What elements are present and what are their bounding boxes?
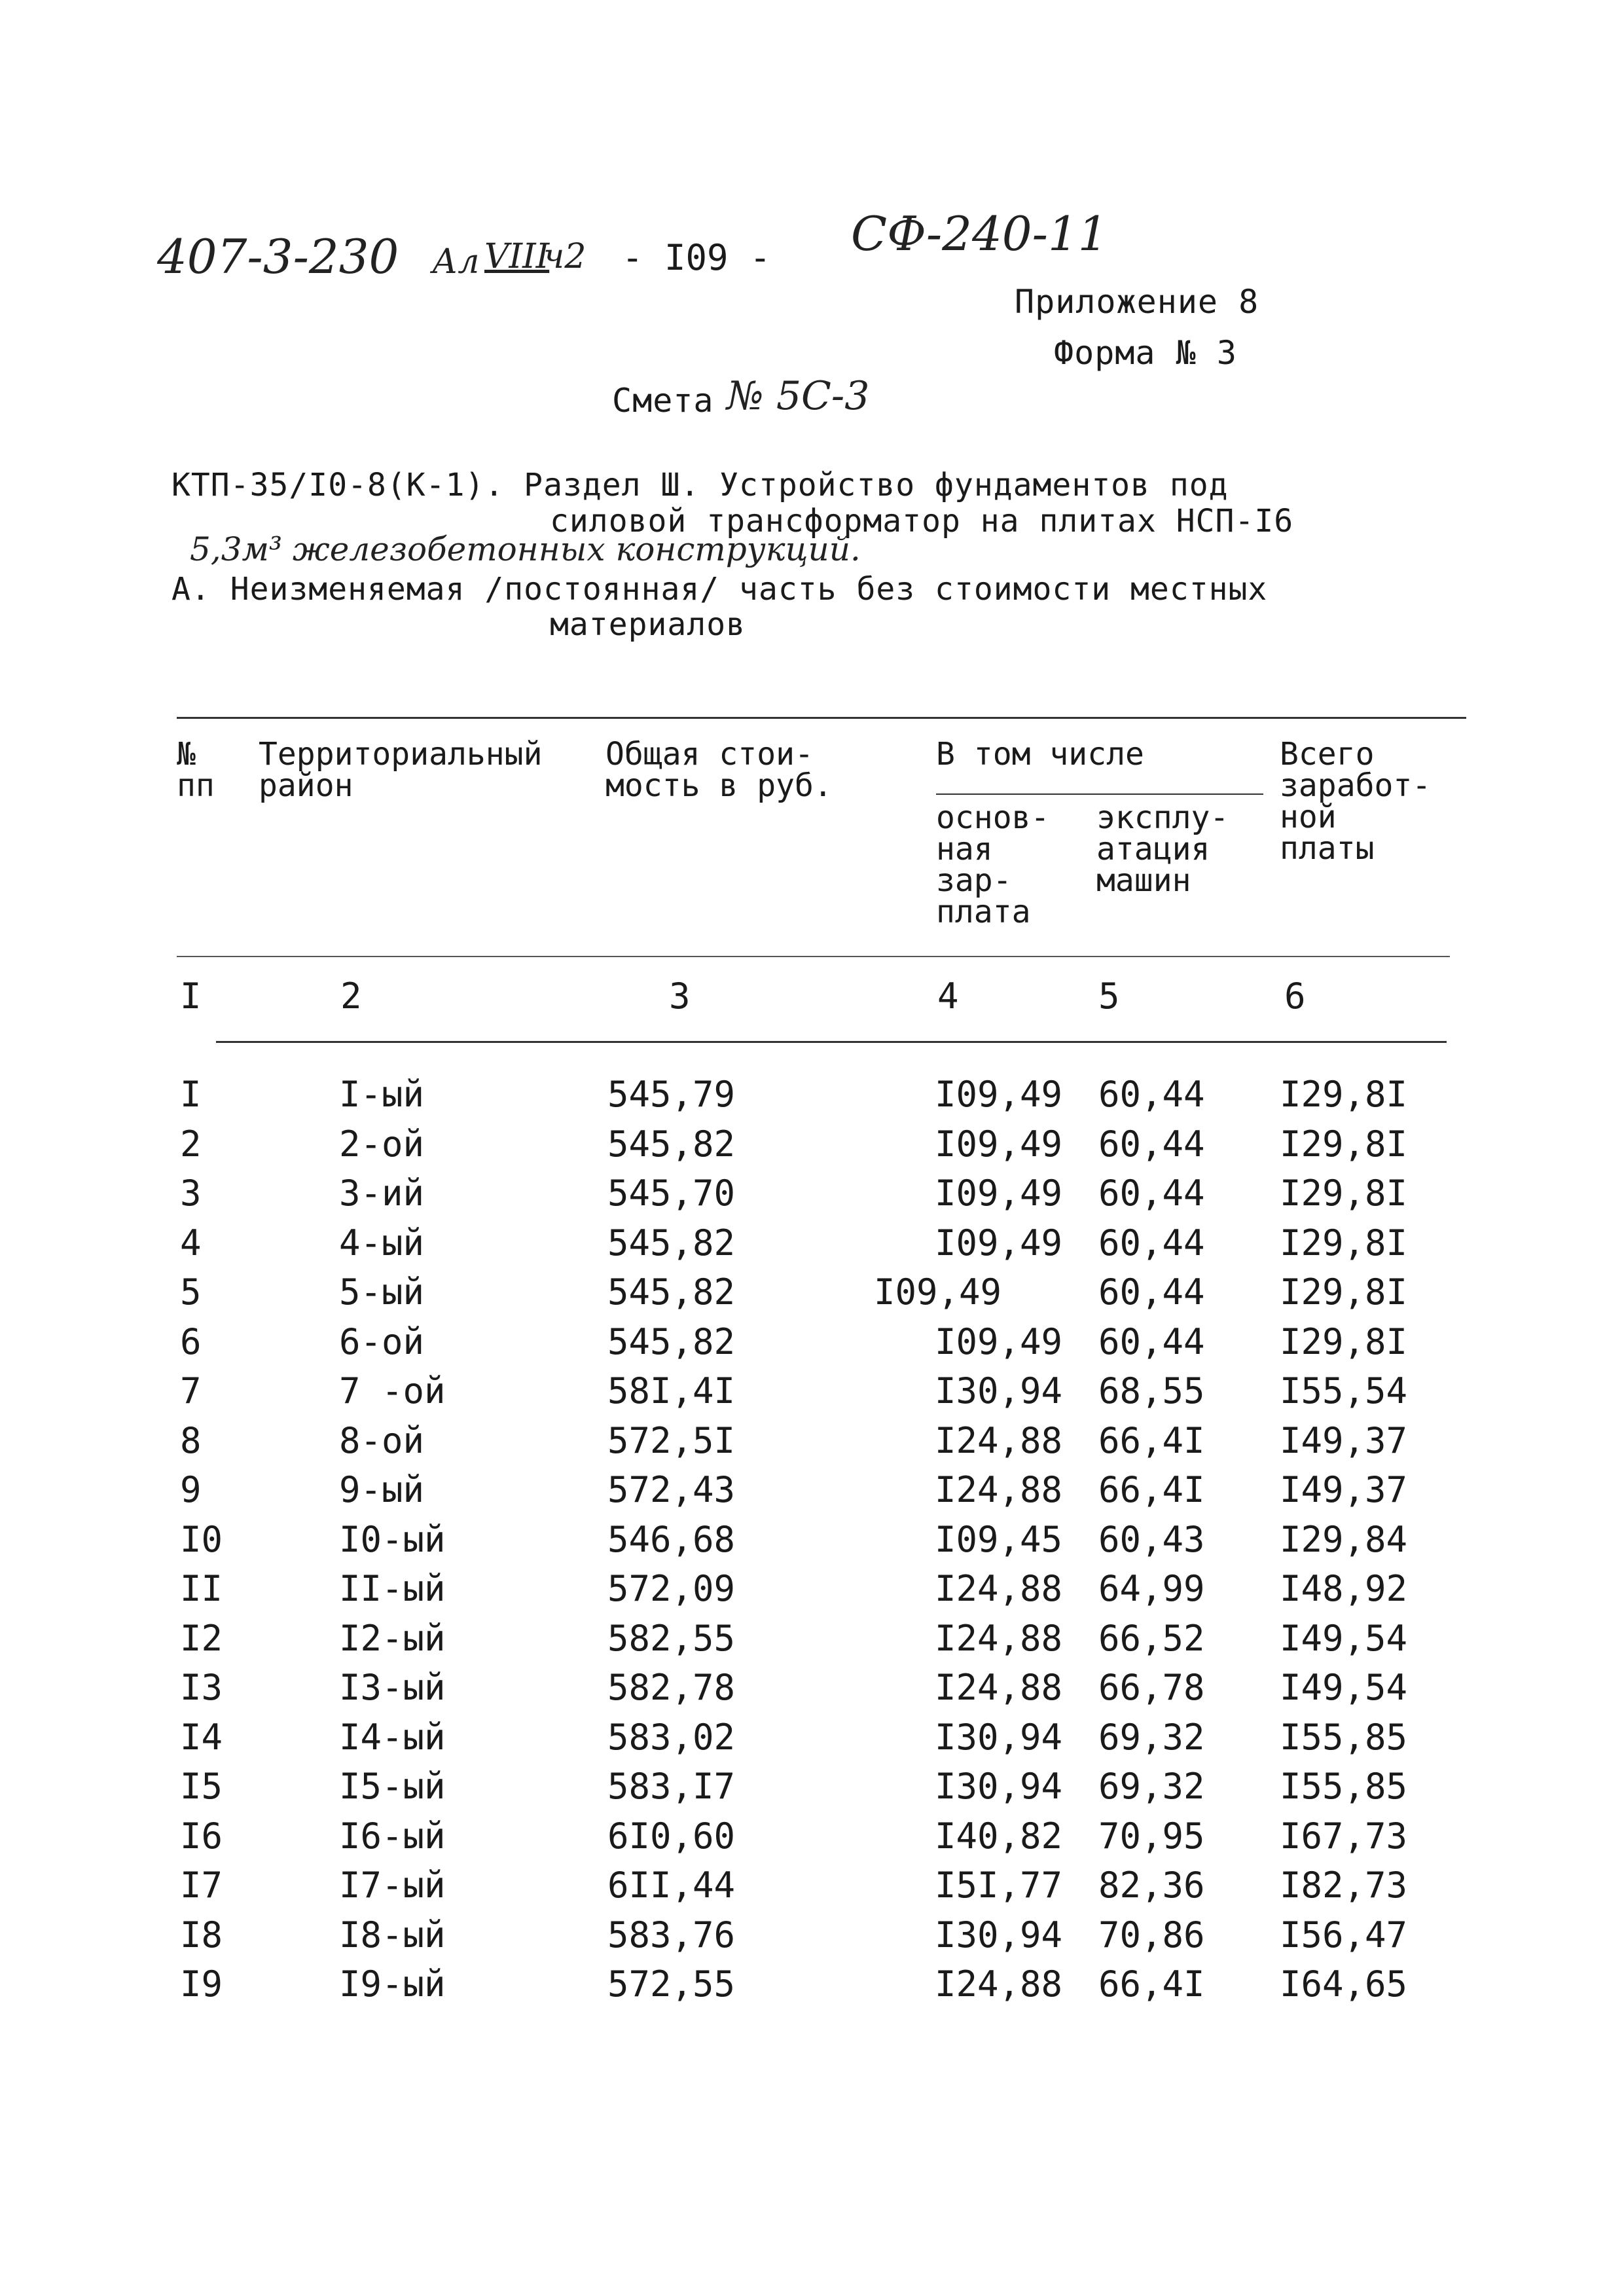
cell-total-wages: I29,8I — [1280, 1173, 1408, 1214]
cell-base-wages: I30,94 — [935, 1766, 1063, 1807]
cell-row-number: 6 — [180, 1321, 202, 1362]
cell-base-wages: I24,88 — [935, 1618, 1063, 1659]
cell-row-number: I3 — [180, 1667, 223, 1708]
handwritten-volume-note: 5,3м³ железобетонных конструкций. — [190, 530, 861, 568]
cell-total-cost: 572,43 — [607, 1469, 736, 1510]
cell-district-name: I4-ый — [339, 1717, 446, 1758]
cell-row-number: 9 — [180, 1469, 202, 1510]
cell-total-cost: 572,5I — [607, 1420, 736, 1461]
cell-total-cost: 572,09 — [607, 1568, 736, 1609]
cell-base-wages: I30,94 — [935, 1914, 1063, 1956]
column-number: 3 — [669, 975, 691, 1017]
cell-row-number: I8 — [180, 1914, 223, 1956]
cell-district-name: I7-ый — [339, 1865, 446, 1906]
cell-row-number: I2 — [180, 1618, 223, 1659]
cell-district-name: 7 -ой — [339, 1370, 446, 1412]
cell-row-number: 4 — [180, 1222, 202, 1264]
estimate-label: Смета — [612, 382, 714, 420]
header-including: В том числе — [936, 736, 1144, 773]
column-number: 2 — [340, 975, 362, 1017]
cell-machine-operation: 60,44 — [1098, 1271, 1205, 1313]
cell-total-wages: I29,84 — [1280, 1519, 1408, 1560]
cell-machine-operation: 69,32 — [1098, 1717, 1205, 1758]
cell-row-number: 5 — [180, 1271, 202, 1313]
cell-base-wages: I24,88 — [935, 1568, 1063, 1609]
header-total-cost: Общая стои- мость в руб. — [605, 736, 833, 804]
cell-machine-operation: 66,4I — [1098, 1469, 1205, 1510]
cell-total-cost: 545,79 — [607, 1074, 736, 1115]
cell-total-wages: I55,54 — [1280, 1370, 1408, 1412]
cell-row-number: 8 — [180, 1420, 202, 1461]
handwritten-volume: VIII — [484, 237, 550, 276]
cell-total-cost: 545,82 — [607, 1271, 736, 1313]
cell-base-wages: I09,45 — [935, 1519, 1063, 1560]
cell-row-number: I4 — [180, 1717, 223, 1758]
cell-total-wages: I29,8I — [1280, 1074, 1408, 1115]
cell-district-name: 2-ой — [339, 1123, 425, 1165]
cell-total-wages: I49,37 — [1280, 1469, 1408, 1510]
cell-total-wages: I49,54 — [1280, 1667, 1408, 1708]
cell-district-name: 8-ой — [339, 1420, 425, 1461]
section-line-1: А. Неизменяемая /постоянная/ часть без стоимости местных — [171, 571, 1268, 608]
cell-total-cost: 582,78 — [607, 1667, 736, 1708]
cell-machine-operation: 60,44 — [1098, 1321, 1205, 1362]
cell-row-number: 2 — [180, 1123, 202, 1165]
cell-machine-operation: 60,44 — [1098, 1123, 1205, 1165]
cell-total-cost: 6II,44 — [607, 1865, 736, 1906]
cell-machine-operation: 66,52 — [1098, 1618, 1205, 1659]
cell-row-number: I9 — [180, 1963, 223, 2005]
cell-base-wages: I24,88 — [935, 1963, 1063, 2005]
cell-base-wages: I24,88 — [935, 1420, 1063, 1461]
cell-base-wages: I24,88 — [935, 1667, 1063, 1708]
section-line-2: материалов — [550, 606, 746, 643]
cell-district-name: 6-ой — [339, 1321, 425, 1362]
cell-base-wages: I09,49 — [935, 1222, 1063, 1264]
cell-machine-operation: 68,55 — [1098, 1370, 1205, 1412]
cell-district-name: I2-ый — [339, 1618, 446, 1659]
cell-total-cost: 545,82 — [607, 1222, 736, 1264]
cell-total-cost: 583,76 — [607, 1914, 736, 1956]
cell-district-name: I9-ый — [339, 1963, 446, 2005]
cell-total-wages: I64,65 — [1280, 1963, 1408, 2005]
cell-total-cost: 546,68 — [607, 1519, 736, 1560]
header-bottom-rule — [177, 956, 1450, 957]
handwritten-project-code: 407-3-230 — [157, 229, 399, 284]
cell-district-name: 5-ый — [339, 1271, 425, 1313]
header-machine-operation: эксплу- атация машин — [1096, 799, 1229, 899]
cell-machine-operation: 60,43 — [1098, 1519, 1205, 1560]
cell-machine-operation: 60,44 — [1098, 1173, 1205, 1214]
cell-total-cost: 545,70 — [607, 1173, 736, 1214]
cell-total-wages: I29,8I — [1280, 1123, 1408, 1165]
cell-machine-operation: 60,44 — [1098, 1222, 1205, 1264]
cell-base-wages: I40,82 — [935, 1815, 1063, 1857]
cell-row-number: I0 — [180, 1519, 223, 1560]
cell-district-name: I-ый — [339, 1074, 425, 1115]
cell-total-wages: I67,73 — [1280, 1815, 1408, 1857]
handwritten-reference: СФ-240-11 — [851, 206, 1108, 261]
group-header-rule — [936, 793, 1263, 795]
cell-base-wages: I09,49 — [935, 1321, 1063, 1362]
estimate-number: № 5С-3 — [727, 373, 870, 419]
cell-total-cost: 545,82 — [607, 1321, 736, 1362]
cell-row-number: I5 — [180, 1766, 223, 1807]
header-territorial-district: Территориальный район — [259, 736, 543, 804]
column-number: I — [180, 975, 202, 1017]
cell-total-wages: I29,8I — [1280, 1222, 1408, 1264]
cell-base-wages: I30,94 — [935, 1717, 1063, 1758]
cell-total-wages: I29,8I — [1280, 1271, 1408, 1313]
cell-total-wages: I49,37 — [1280, 1420, 1408, 1461]
cell-district-name: I3-ый — [339, 1667, 446, 1708]
cell-base-wages: I09,49 — [935, 1074, 1063, 1115]
cell-machine-operation: 82,36 — [1098, 1865, 1205, 1906]
cell-base-wages: I24,88 — [935, 1469, 1063, 1510]
cell-total-wages: I55,85 — [1280, 1766, 1408, 1807]
form-label: Форма № 3 — [1054, 334, 1237, 372]
column-number: 4 — [937, 975, 959, 1017]
cell-district-name: I0-ый — [339, 1519, 446, 1560]
cell-total-wages: I29,8I — [1280, 1321, 1408, 1362]
cell-base-wages: I09,49 — [935, 1173, 1063, 1214]
cell-machine-operation: 66,4I — [1098, 1420, 1205, 1461]
cell-row-number: I — [180, 1074, 202, 1115]
cell-row-number: 3 — [180, 1173, 202, 1214]
appendix-label: Приложение 8 — [1015, 283, 1259, 321]
cell-total-cost: 6I0,60 — [607, 1815, 736, 1857]
cell-total-wages: I56,47 — [1280, 1914, 1408, 1956]
cell-base-wages: I09,49 — [935, 1123, 1063, 1165]
column-numbers-rule — [216, 1041, 1447, 1043]
title-line-2: силовой трансформатор на плитах НСП-I6 — [550, 503, 1294, 539]
column-number: 6 — [1284, 975, 1306, 1017]
cell-machine-operation: 64,99 — [1098, 1568, 1205, 1609]
cell-row-number: II — [180, 1568, 223, 1609]
cell-district-name: I8-ый — [339, 1914, 446, 1956]
cell-machine-operation: 60,44 — [1098, 1074, 1205, 1115]
cell-district-name: 9-ый — [339, 1469, 425, 1510]
cell-machine-operation: 69,32 — [1098, 1766, 1205, 1807]
cell-machine-operation: 66,4I — [1098, 1963, 1205, 2005]
cell-total-cost: 545,82 — [607, 1123, 736, 1165]
header-base-wages: основ- ная зар- плата — [936, 799, 1050, 930]
cell-district-name: II-ый — [339, 1568, 446, 1609]
cell-total-wages: I82,73 — [1280, 1865, 1408, 1906]
cell-row-number: I7 — [180, 1865, 223, 1906]
handwritten-part: ч2 — [543, 237, 586, 276]
cell-machine-operation: 70,86 — [1098, 1914, 1205, 1956]
cell-total-cost: 583,I7 — [607, 1766, 736, 1807]
cell-total-wages: I49,54 — [1280, 1618, 1408, 1659]
cell-total-wages: I55,85 — [1280, 1717, 1408, 1758]
handwritten-album-label: Ал — [432, 242, 480, 282]
cell-total-cost: 58I,4I — [607, 1370, 736, 1412]
cell-district-name: 4-ый — [339, 1222, 425, 1264]
cell-total-cost: 583,02 — [607, 1717, 736, 1758]
cell-row-number: 7 — [180, 1370, 202, 1412]
cell-machine-operation: 70,95 — [1098, 1815, 1205, 1857]
cell-base-wages: I09,49 — [874, 1271, 1002, 1313]
cell-district-name: I5-ый — [339, 1766, 446, 1807]
cell-district-name: 3-ий — [339, 1173, 425, 1214]
cell-row-number: I6 — [180, 1815, 223, 1857]
cell-machine-operation: 66,78 — [1098, 1667, 1205, 1708]
page-number: - I09 - — [622, 237, 771, 278]
title-line-1: КТП-35/I0-8(К-1). Раздел Ш. Устройство фундаментов под — [171, 467, 1229, 503]
header-total-wages: Всего заработ- ной платы — [1280, 736, 1432, 867]
header-row-number: № пп — [177, 736, 215, 804]
cell-base-wages: I5I,77 — [935, 1865, 1063, 1906]
table-top-rule — [177, 717, 1466, 719]
cell-total-cost: 582,55 — [607, 1618, 736, 1659]
column-number: 5 — [1098, 975, 1120, 1017]
cell-total-wages: I48,92 — [1280, 1568, 1408, 1609]
cell-district-name: I6-ый — [339, 1815, 446, 1857]
cell-base-wages: I30,94 — [935, 1370, 1063, 1412]
cell-total-cost: 572,55 — [607, 1963, 736, 2005]
